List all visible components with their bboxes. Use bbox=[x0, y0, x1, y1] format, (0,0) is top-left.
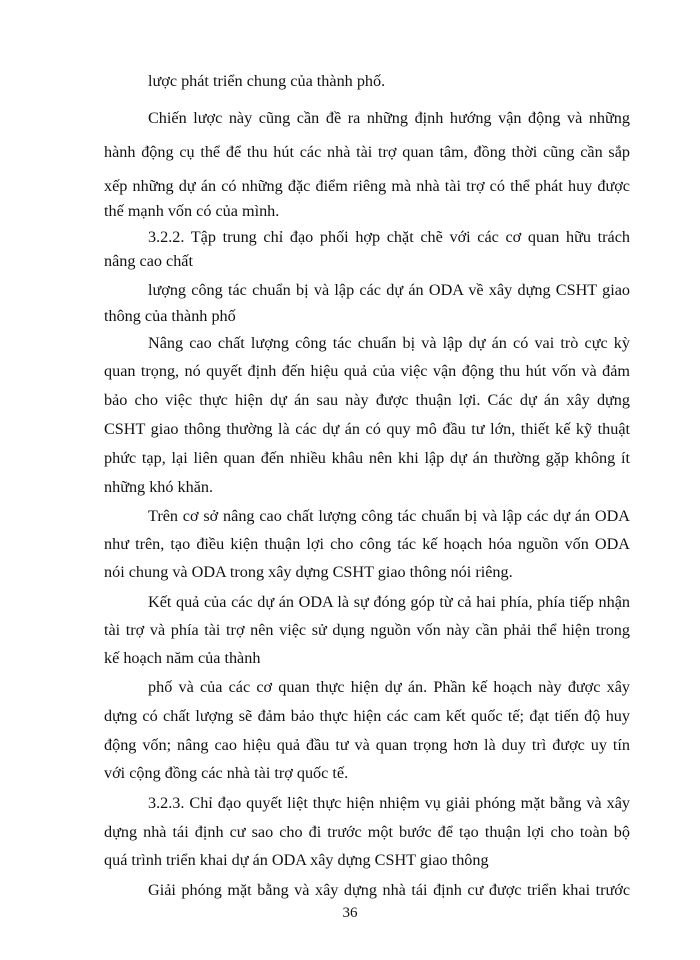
text-line: hành động cụ thể để thu hút các nhà tài trợ quan tâm, đồng thời cũng cần sắp bbox=[104, 143, 630, 161]
text-line: CSHT giao thông thường là các dự án có quy mô đầu tư lớn, thiết kế kỹ thuật bbox=[104, 420, 630, 438]
text-line: dựng có chất lượng sẽ đảm bảo thực hiện các cam kết quốc tế; đạt tiến độ huy bbox=[104, 707, 630, 725]
text-line: tài trợ và phía tài trợ nên việc sử dụng nguồn vốn này cần phải thể hiện trong bbox=[104, 621, 630, 639]
text-line: nói chung và ODA trong xây dựng CSHT giao thông nói riêng. bbox=[104, 563, 513, 581]
text-line: bảo cho việc thực hiện dự án sau này được thuận lợi. Các dự án xây dựng bbox=[104, 391, 630, 409]
text-line: động vốn; nâng cao hiệu quả đầu tư và quan trọng hơn là duy trì được uy tín bbox=[104, 736, 630, 754]
section-heading-line: thông của thành phố bbox=[104, 307, 236, 325]
text-line: Giải phóng mặt bằng và xây dựng nhà tái định cư được triển khai trước bbox=[148, 881, 630, 899]
text-line: Nâng cao chất lượng công tác chuẩn bị và lập dự án có vai trò cực kỳ bbox=[148, 334, 630, 352]
section-heading-line: nâng cao chất bbox=[104, 252, 193, 270]
section-heading-line: quá trình triển khai dự án ODA xây dựng CSHT giao thông bbox=[104, 851, 489, 869]
text-line: những khó khăn. bbox=[104, 478, 214, 496]
text-line: Kết quả của các dự án ODA là sự đóng góp từ cả hai phía, phía tiếp nhận bbox=[148, 593, 630, 611]
text-line: phố và của các cơ quan thực hiện dự án. Phần kế hoạch này được xây bbox=[148, 678, 630, 696]
section-heading-line: lượng công tác chuẩn bị và lập các dự án ODA về xây dựng CSHT giao bbox=[148, 281, 630, 299]
text-line: Chiến lược này cũng cần đề ra những định hướng vận động và những bbox=[148, 109, 630, 127]
page-number: 36 bbox=[342, 905, 358, 921]
text-line: lược phát triển chung của thành phố. bbox=[148, 72, 386, 90]
text-line: phức tạp, lại liên quan đến nhiều khâu nên khi lập dự án thường gặp không ít bbox=[104, 449, 630, 467]
text-line: quan trọng, nó quyết định đến hiệu quả của việc vận động thu hút vốn và đảm bbox=[104, 362, 630, 380]
text-line: như trên, tạo điều kiện thuận lợi cho công tác kế hoạch hóa nguồn vốn ODA bbox=[104, 535, 630, 553]
text-line: thế mạnh vốn có của mình. bbox=[104, 202, 280, 220]
text-line: Trên cơ sở nâng cao chất lượng công tác chuẩn bị và lập các dự án ODA bbox=[148, 507, 630, 525]
section-heading-line: 3.2.3. Chỉ đạo quyết liệt thực hiện nhiệm vụ giải phóng mặt bằng và xây bbox=[148, 794, 630, 812]
text-line: kế hoạch năm của thành bbox=[104, 649, 261, 667]
section-heading-line: 3.2.2. Tập trung chỉ đạo phối hợp chặt chẽ với các cơ quan hữu trách bbox=[148, 228, 630, 246]
section-heading-line: dựng nhà tái định cư sao cho đi trước một bước để tạo thuận lợi cho toàn bộ bbox=[104, 823, 630, 841]
text-line: xếp những dự án có những đặc điểm riêng mà nhà tài trợ có thể phát huy được bbox=[104, 177, 630, 195]
text-line: với cộng đồng các nhà tài trợ quốc tế. bbox=[104, 764, 349, 782]
